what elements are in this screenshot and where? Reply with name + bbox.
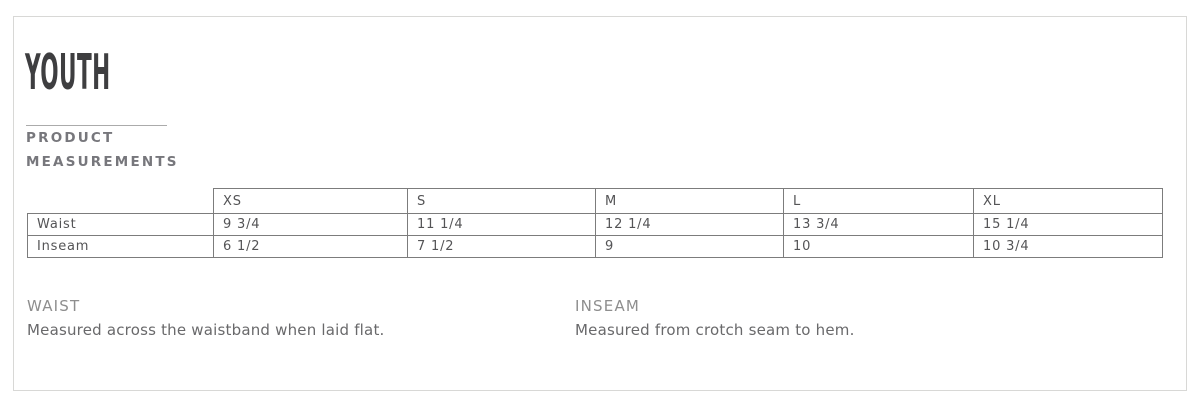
table-row-inseam (28, 236, 1163, 258)
row-label-waist: Waist (28, 214, 214, 236)
waist-value-s: 11 1/4 (408, 214, 596, 236)
section-label (26, 126, 179, 174)
waist-value-xs: 9 3/4 (214, 214, 408, 236)
waist-value-l: 13 3/4 (784, 214, 974, 236)
size-column-header-xl: XL (974, 189, 1163, 214)
definition-inseam-term: INSEAM (575, 297, 641, 315)
section-label-line2: MEASUREMENTS (26, 154, 179, 170)
definition-inseam-description: Measured from crotch seam to hem. (575, 321, 855, 339)
inseam-value-l: 10 (784, 236, 974, 258)
inseam-value-xs: 6 1/2 (214, 236, 408, 258)
table-corner-cell (28, 189, 214, 214)
waist-value-m: 12 1/4 (596, 214, 784, 236)
size-column-header-l: L (784, 189, 974, 214)
definition-waist-description: Measured across the waistband when laid flat. (27, 321, 385, 339)
definition-inseam (575, 299, 855, 338)
definition-waist (27, 299, 385, 338)
size-column-header-xs: XS (214, 189, 408, 214)
inseam-value-m: 9 (596, 236, 784, 258)
section-label-line1: PRODUCT (26, 130, 115, 146)
page-title: YOUTH (25, 44, 111, 101)
inseam-value-s: 7 1/2 (408, 236, 596, 258)
definition-waist-term: WAIST (27, 297, 81, 315)
row-label-inseam: Inseam (28, 236, 214, 258)
inseam-value-xl: 10 3/4 (974, 236, 1163, 258)
waist-value-xl: 15 1/4 (974, 214, 1163, 236)
table-row-waist (28, 214, 1163, 236)
size-column-header-s: S (408, 189, 596, 214)
size-guide-panel (13, 16, 1187, 391)
measurements-table (27, 188, 1163, 258)
table-header-row (28, 189, 1163, 214)
size-column-header-m: M (596, 189, 784, 214)
